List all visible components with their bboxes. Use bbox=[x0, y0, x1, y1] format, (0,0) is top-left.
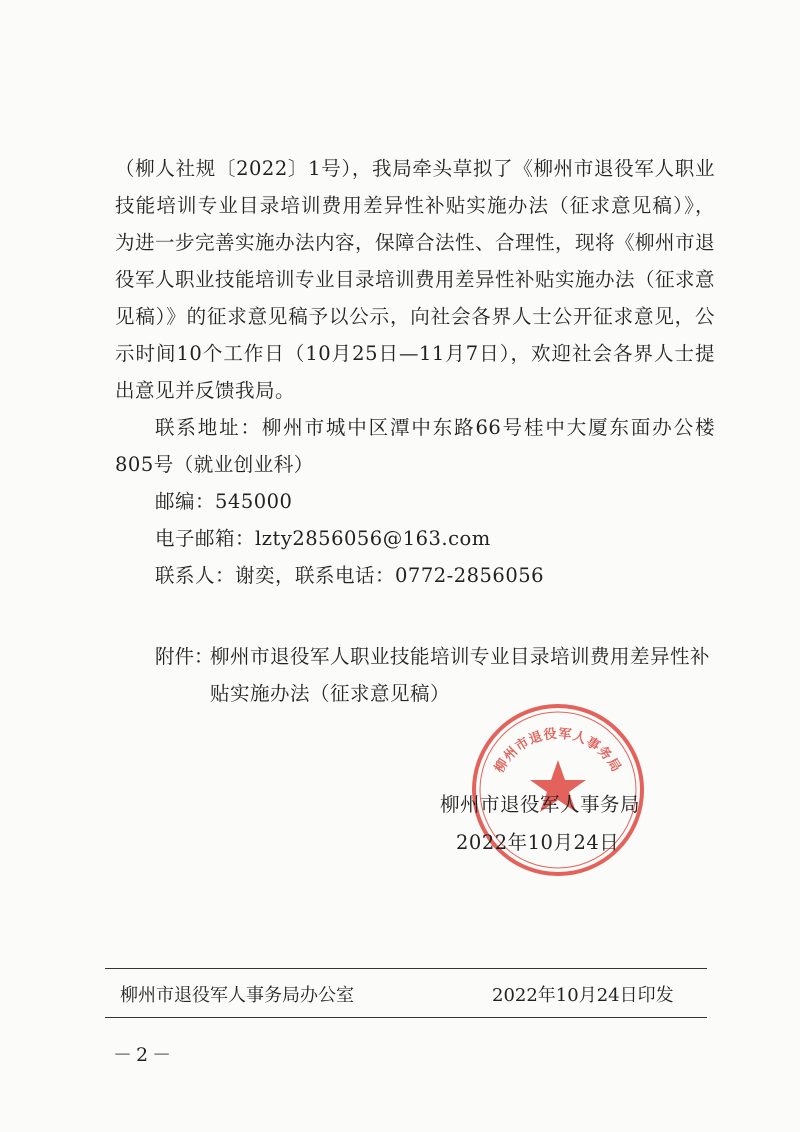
attachment-text: 柳州市退役军人职业技能培训专业目录培训费用差异性补贴实施办法（征求意见稿） bbox=[210, 645, 711, 705]
footer-issuer: 柳州市退役军人事务局办公室 bbox=[120, 985, 354, 1006]
body-paragraph: （柳人社规〔2022〕1号），我局牵头草拟了《柳州市退役军人职业技能培训专业目录培训费用差异性补贴实施办法（征求意见稿）》，为进一步完善实施办法内容，保障合法性、合理性，现将《柳州市退役军人职业技能培训专业目录培训费用差异性补贴实施办法（征求意见稿）》的征求意见稿予以公示，向社会各界人士公开征求意见，公示时间10个工作日（10月25日—11月7日），欢迎社会各界人士提出意见并反馈我局。 bbox=[115, 157, 716, 402]
svg-text:柳州市退役军人事务局: 柳州市退役军人事务局 bbox=[492, 726, 624, 776]
footer-top-rule bbox=[105, 968, 707, 969]
attachment-label: 附件： bbox=[155, 645, 214, 668]
contact-postcode: 邮编：545000 bbox=[155, 490, 293, 513]
page-number: －2－ bbox=[113, 1044, 176, 1066]
signature-date: 2022年10月24日 bbox=[456, 831, 620, 854]
footer-print-date: 2022年10月24日印发 bbox=[492, 985, 674, 1006]
contact-person: 联系人：谢奕，联系电话：0772-2856056 bbox=[155, 564, 545, 587]
contact-email: 电子邮箱：lzty2856056@163.com bbox=[155, 527, 491, 550]
signature-org: 柳州市退役军人事务局 bbox=[440, 793, 641, 816]
footer-bottom-rule bbox=[105, 1017, 707, 1018]
contact-address: 联系地址：柳州市城中区潭中东路66号桂中大厦东面办公楼805号（就业创业科） bbox=[115, 416, 715, 476]
